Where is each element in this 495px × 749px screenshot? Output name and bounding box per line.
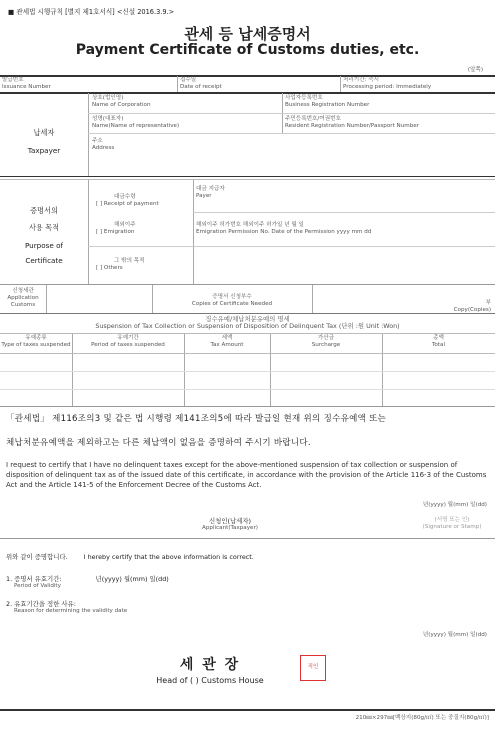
taxpayer-label: 납세자 Taxpayer [27,128,61,155]
address-field[interactable]: 주소 Address [92,138,115,151]
paper-spec-footer: 210㎜×297㎜[백상지(80g/㎡) 또는 중질지(80g/㎡)] [355,715,489,721]
request-date[interactable]: 년(yyyy) 월(mm) 일(dd) [422,502,487,508]
official-seal-box [300,655,326,681]
suspension-col-tax: 세액 Tax Amount [210,335,244,348]
validity-reason-item[interactable]: 2. 유효기간을 정한 사유: Reason for determining the validity date [6,600,128,614]
head-of-customs: 세 관 장 Head of ( ) Customs House [156,657,264,685]
processing-period-label: 처리기간: 즉시 Processing period: Immediately [343,77,432,90]
certify-statement: 위와 같이 증명합니다. I hereby certify that the above information is correct. [6,553,254,561]
applicant-label: 신청인(납세자) Applicant(Taxpayer) [202,517,258,531]
title-korean: 관세 등 납세증명서 [184,25,311,43]
page-side-note: (앞쪽) [467,67,483,73]
copies-needed-label: 증명서 신청부수 Copies of Certificate Needed [191,294,273,307]
title-english: Payment Certificate of Customs duties, etc. [75,42,420,58]
suspension-row[interactable] [0,371,495,372]
request-statement-english: I request to certify that I have no delinquent taxes except for the above-mentioned suspension of tax collection or suspension of disposition of delinquent tax as of the issued date of this certificate, in accordance with the provision of the Article 116-3 of the Customs Act and the Article 141-5 of the Enforcement Decree of the Customs Act. [6,461,487,489]
copies-unit[interactable]: 부 Copy(Copies) [453,300,491,313]
suspension-col-surcharge: 가산금 Surcharge [311,335,341,348]
suspension-col-total: 총액 Total [431,335,446,348]
request-statement-korean: 「관세법」 제116조의3 및 같은 법 시행령 제141조의5에 따라 발급일 현재 위의 징수유예액 또는 체납처분유예액을 제외하고는 다른 체납액이 없음을 증명하여 주시기 바랍니다. [6,414,387,448]
business-registration-field[interactable]: 사업자등록번호 Business Registration Number [285,95,370,108]
other-purpose-option[interactable]: 그 밖의 목적 [ ] Others [96,258,145,271]
receipt-date-label: 접수일 Date of receipt [180,77,222,90]
suspension-row[interactable] [0,389,495,390]
signature-placeholder[interactable]: (서명 또는 인) (Signature or Stamp) [422,517,482,530]
resident-number-field[interactable]: 주민등록번호/여권번호 Resident Registration Number/Passport Number [285,116,420,129]
form-header-note: ■ 관세법 시행규칙 [별지 제1호서식] <신설 2016.3.9.> [8,8,175,16]
purpose-label: 증명서의 사용 목적 Purpose of Certificate [24,206,64,265]
seal-label: 직인 [307,664,319,670]
certification-date[interactable]: 년(yyyy) 월(mm) 일(dd) [422,632,487,638]
suspension-title: 징수유예/체납처분유예의 명세 Suspension of Tax Collection or Suspension of Disposition of Delinquent Tax (단위 :원 Unit :Won) [95,315,400,330]
issue-number-label: 발급번호 Issuance Number [2,77,51,90]
application-customs-label: 신청세관 Application Customs [7,288,39,308]
emigration-permission-field[interactable]: 해외이주 허가번호 해외이주 허가일 년 월 일 Emigration Permission No. Date of the Permission yyyy mm dd [196,222,372,235]
emigration-option[interactable]: 해외이주 [ ] Emigration [96,222,136,235]
receipt-of-payment-option[interactable]: 대금수령 [ ] Receipt of payment [96,194,159,207]
representative-name-field[interactable]: 성명(대표자) Name(Name of representative) [92,116,180,129]
validity-period-item[interactable]: 1. 증명서 유효기간: 년(yyyy) 월(mm) 일(dd) Period of Validity [6,575,169,589]
suspension-col-period: 유예기간 Period of taxes suspended [91,335,165,348]
corporation-name-field[interactable]: 상호(법인명) Name of Corporation [92,95,151,108]
payer-field[interactable]: 대금 지급자 Payer [196,186,225,199]
suspension-col-type: 유예종류 Type of taxes suspended [1,335,71,348]
